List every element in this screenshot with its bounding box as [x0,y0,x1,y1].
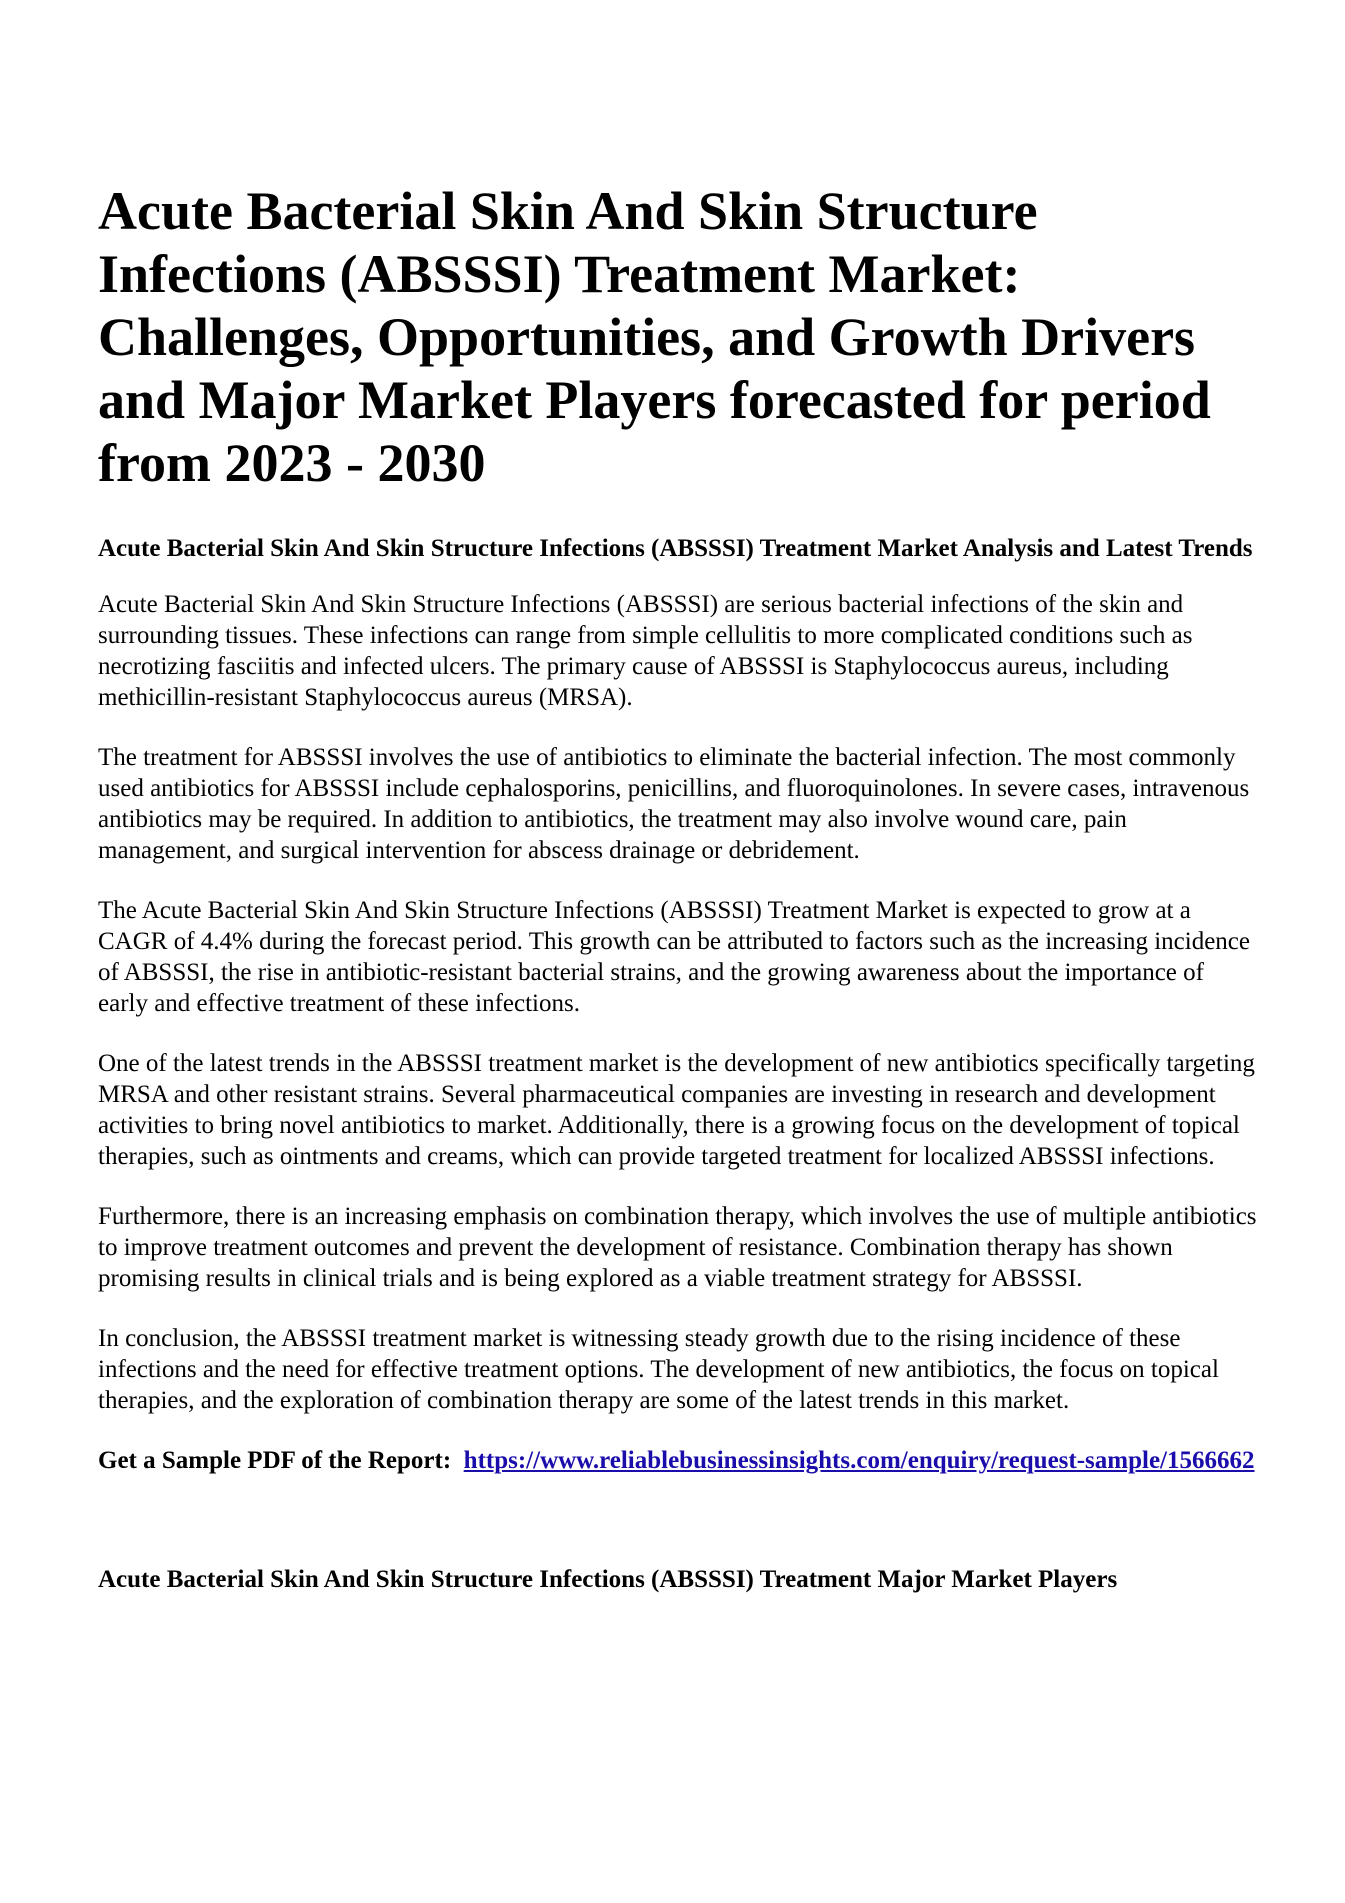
paragraph-overview: Acute Bacterial Skin And Skin Structure Infections (ABSSSI) are serious bacterial infections of the skin and surrounding tissues. These infections can range from simple cellulitis to more complicated conditions such as necrotizing fasciitis and infected ulcers. The primary cause of ABSSSI is Staphylococcus aureus, including methicillin-resistant Staphylococcus aureus (MRSA). [98,591,1193,711]
paragraph-market-growth: The Acute Bacterial Skin And Skin Structure Infections (ABSSSI) Treatment Market is expected to grow at a CAGR of 4.4% during the forecast period. This growth can be attributed to factors such as the increasing incidence of ABSSSI, the rise in antibiotic-resistant bacterial strains, and the growing awareness about the importance of early and effective treatment of these infections. [98,897,1250,1017]
sample-pdf-label: Get a Sample PDF of the Report: [98,1447,452,1474]
paragraph-combination-therapy: Furthermore, there is an increasing emphasis on combination therapy, which involves the use of multiple antibiotics to improve treatment outcomes and prevent the development of resistance. Combination therapy has shown promising results in clinical trials and is being explored as a viable treatment strategy for ABSSSI. [98,1203,1257,1292]
major-players-heading: Acute Bacterial Skin And Skin Structure Infections (ABSSSI) Treatment Major Market Players [98,1566,1118,1593]
paragraph-latest-trends: One of the latest trends in the ABSSSI treatment market is the development of new antibiotics specifically targeting MRSA and other resistant strains. Several pharmaceutical companies are investing in research and development activities to bring novel antibiotics to market. Additionally, there is a growing focus on the development of topical therapies, such as ointments and creams, which can provide targeted treatment for localized ABSSSI infections. [98,1050,1255,1170]
paragraph-treatment: The treatment for ABSSSI involves the use of antibiotics to eliminate the bacterial infection. The most commonly used antibiotics for ABSSSI include cephalosporins, penicillins, and fluoroquinolones. In severe cases, intravenous antibiotics may be required. In addition to antibiotics, the treatment may also involve wound care, pain management, and surgical intervention for abscess drainage or debridement. [98,744,1250,864]
analysis-heading: Acute Bacterial Skin And Skin Structure Infections (ABSSSI) Treatment Market Analysis and Latest Trends [98,535,1253,562]
sample-pdf-line [98,1445,1258,1476]
sample-pdf-link[interactable]: https://www.reliablebusinessinsights.com/enquiry/request-sample/1566662 [463,1447,1255,1474]
document-title: Acute Bacterial Skin And Skin Structure Infections (ABSSSI) Treatment Market: Challenges, Opportunities, and Growth Drivers and Major Market Players forecasted for period from 2023 - 2030 [98,181,1211,493]
document-page [98,180,1258,1595]
paragraph-conclusion: In conclusion, the ABSSSI treatment market is witnessing steady growth due to the rising incidence of these infections and the need for effective treatment options. The development of new antibiotics, the focus on topical therapies, and the exploration of combination therapy are some of the latest trends in this market. [98,1325,1219,1414]
